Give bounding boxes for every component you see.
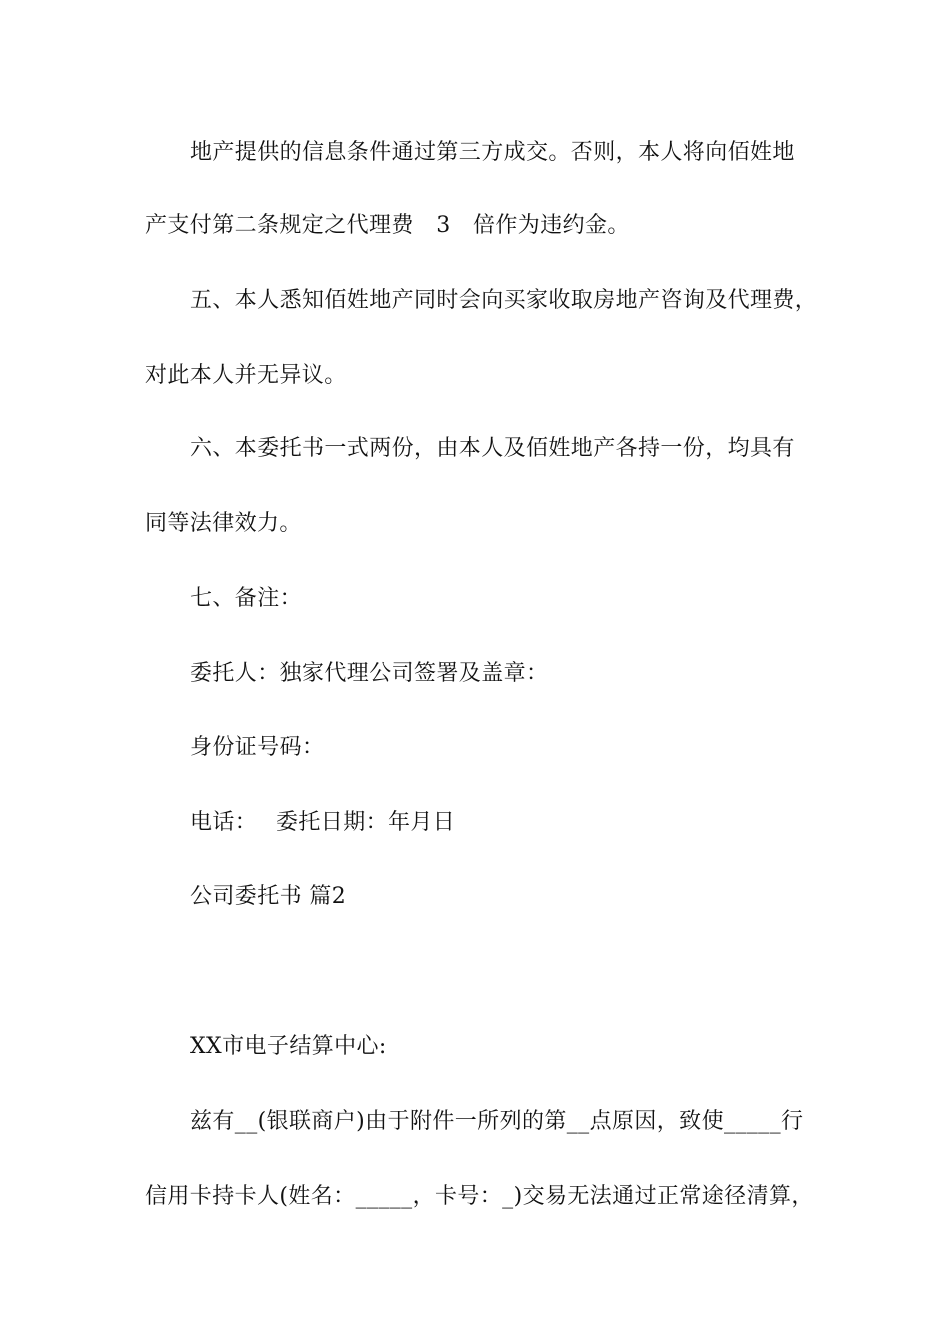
paragraph-line: 同等法律效力。 — [145, 511, 302, 536]
phone-date-line: 电话： 委托日期：年月日 — [190, 810, 456, 835]
paragraph-line: 产支付第二条规定之代理费 3 倍作为违约金。 — [145, 213, 630, 238]
paragraph-line: 五、本人悉知佰姓地产同时会向买家收取房地产咨询及代理费， — [190, 288, 818, 313]
paragraph-line: 六、本委托书一式两份，由本人及佰姓地产各持一份，均具有 — [190, 436, 795, 461]
addressee-line: XX市电子结算中心: — [190, 1034, 387, 1059]
signature-line: 委托人：独家代理公司签署及盖章： — [190, 661, 549, 686]
paragraph-line: 地产提供的信息条件通过第三方成交。否则，本人将向佰姓地 — [190, 140, 795, 165]
id-number-line: 身份证号码： — [190, 735, 325, 760]
section-heading: 七、备注： — [190, 586, 303, 611]
paragraph-line: 信用卡持卡人(姓名：_____，卡号：_)交易无法通过正常途径清算， — [145, 1184, 814, 1209]
paragraph-line: 兹有__(银联商户)由于附件一所列的第__点原因，致使_____行 — [190, 1109, 804, 1134]
paragraph-line: 对此本人并无异议。 — [145, 363, 347, 388]
section-title: 公司委托书 篇2 — [190, 884, 347, 909]
